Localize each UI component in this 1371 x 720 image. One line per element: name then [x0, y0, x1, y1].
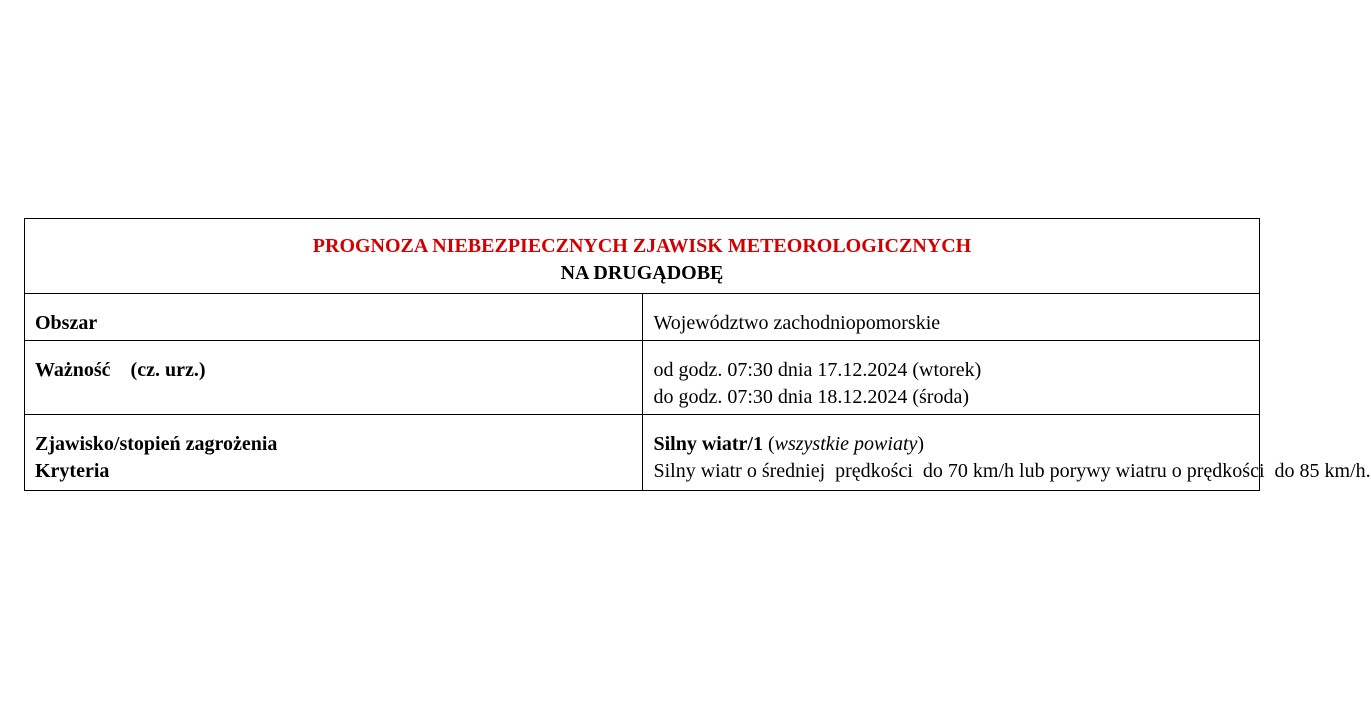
validity-label-cell — [25, 341, 643, 415]
phenomenon-label-cell — [25, 415, 643, 491]
area-label: Obszar — [25, 294, 643, 341]
warning-table — [24, 218, 1371, 491]
phenomenon-value-cell — [642, 415, 1371, 491]
validity-label: Ważność (cz. urz.) — [35, 359, 206, 381]
criteria-text: Silny wiatr o średniej prędkości do 70 km/h lub porywy wiatru o prędkości do 85 km/h. — [653, 460, 1371, 482]
forecast-title: PROGNOZA NIEBEZPIECZNYCH ZJAWISK METEOROLOGICZNYCH — [312, 235, 972, 257]
validity-value-cell — [642, 341, 1260, 415]
forecast-subtitle: NA DRUGĄDOBĘ — [560, 262, 724, 284]
phenomenon-line — [654, 431, 1260, 458]
phenomenon-scope: wszystkie powiaty — [774, 433, 918, 455]
validity-row — [25, 341, 1260, 415]
validity-to: do godz. 07:30 dnia 18.12.2024 (środa) — [653, 386, 970, 408]
phenomenon-name: Silny wiatr/1 — [653, 433, 763, 455]
area-row — [25, 294, 1260, 341]
phenomenon-row — [25, 415, 1260, 491]
title-cell — [25, 219, 1260, 294]
phenomenon-label: Zjawisko/stopień zagrożenia — [35, 433, 278, 455]
scope-open: ( — [762, 433, 775, 455]
title-row — [25, 219, 1260, 294]
validity-from: od godz. 07:30 dnia 17.12.2024 (wtorek) — [653, 359, 982, 381]
scope-close: ) — [917, 433, 925, 455]
criteria-label: Kryteria — [35, 460, 110, 482]
area-value: Województwo zachodniopomorskie — [642, 294, 1260, 341]
